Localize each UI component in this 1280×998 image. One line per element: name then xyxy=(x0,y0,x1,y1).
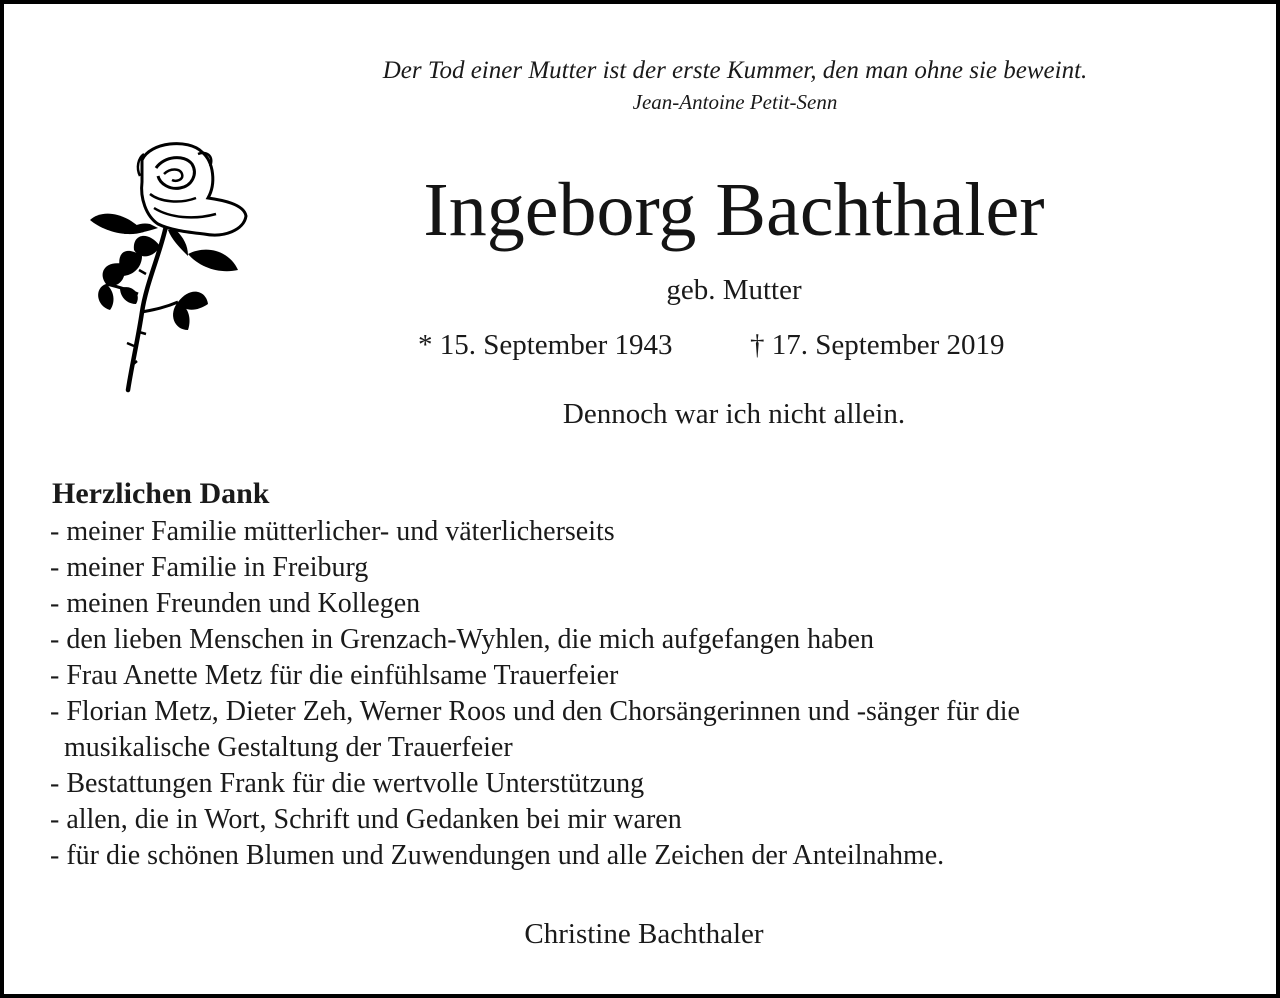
signature: Christine Bachthaler xyxy=(524,918,764,950)
thanks-line: - den lieben Menschen in Grenzach-Wyhlen, die mich aufgefangen haben xyxy=(50,624,874,655)
motto: Dennoch war ich nicht allein. xyxy=(562,398,906,430)
thanks-line: - Florian Metz, Dieter Zeh, Werner Roos und den Chorsängerinnen und -sänger für die xyxy=(50,696,1020,727)
quote-text: Der Tod einer Mutter ist der erste Kummer, den man ohne sie beweint. xyxy=(382,57,1088,84)
thanks-line: - Bestattungen Frank für die wertvolle Unterstützung xyxy=(50,768,645,799)
thanks-line: musikalische Gestaltung der Trauerfeier xyxy=(50,732,513,763)
quote-author: Jean-Antoine Petit-Senn xyxy=(632,90,838,114)
thanks-line: - allen, die in Wort, Schrift und Gedanken bei mir waren xyxy=(50,804,682,835)
thanks-line: - meiner Familie mütterlicher- und väterlicherseits xyxy=(50,516,615,547)
maiden-name: geb. Mutter xyxy=(666,274,802,306)
death-date: † 17. September 2019 xyxy=(750,329,1005,361)
thanks-line: - meiner Familie in Freiburg xyxy=(50,552,369,583)
birth-date: * 15. September 1943 xyxy=(418,329,673,361)
thanks-line: - Frau Anette Metz für die einfühlsame Trauerfeier xyxy=(50,660,619,691)
thanks-list xyxy=(50,514,1250,874)
thanks-heading: Herzlichen Dank xyxy=(52,477,270,510)
thanks-line: - für die schönen Blumen und Zuwendungen und alle Zeichen der Anteilnahme. xyxy=(50,840,945,871)
rose-icon xyxy=(84,134,254,396)
deceased-name: Ingeborg Bachthaler xyxy=(423,168,1045,252)
thanks-line: - meinen Freunden und Kollegen xyxy=(50,588,421,619)
